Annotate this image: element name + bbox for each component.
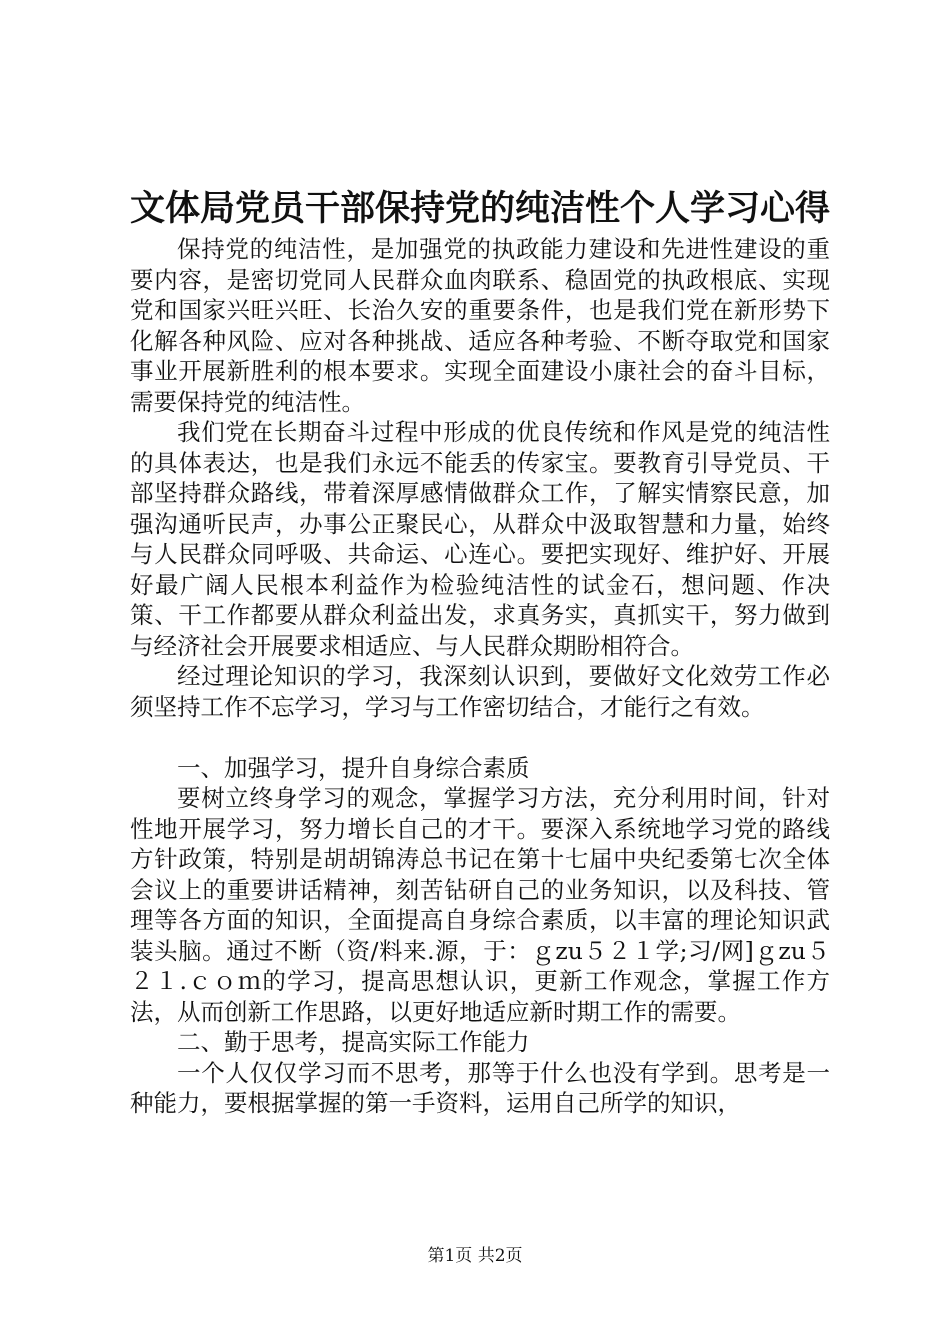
page-number-label: 第1页 共2页 xyxy=(427,1246,523,1266)
paragraph-1: 保持党的纯洁性，是加强党的执政能力建设和先进性建设的重要内容，是密切党同人民群众血肉联系、稳固党的执政根底、实现党和国家兴旺兴旺、长治久安的重要条件，也是我们党在新形势下化解各种风险、应对各种挑战、适应各种考验、不断夺取党和国家事业开展新胜利的根本要求。实现全面建设小康社会的奋斗目标，需要保持党的纯洁性。 xyxy=(130,235,830,416)
section-heading-2: 二、勤于思考，提高实际工作能力 xyxy=(177,1028,530,1056)
document-title: 文体局党员干部保持党的纯洁性个人学习心得 xyxy=(130,189,831,229)
page-footer xyxy=(0,1244,950,1268)
section-heading-1: 一、加强学习，提升自身综合素质 xyxy=(177,753,530,782)
section-paragraph-1: 要树立终身学习的观念，掌握学习方法，充分利用时间，针对性地开展学习，努力增长自己的才干。要深入系统地学习党的路线方针政策，特别是胡胡锦涛总书记在第十七届中央纪委第七次全体会议上的重要讲话精神，刻苦钻研自己的业务知识，以及科技、管理等各方面的知识，全面提高自身综合素质，以丰富的理论知识武装头脑。通过不断（资/料来.源，于：ｇzu５２１学;习/网]ｇzu５２１.ｃｏｍ的学习，提高思想认识，更新工作观念，掌握工作方法，从而创新工作思路，以更好地适应新时期工作的需要。 xyxy=(130,784,830,1026)
paragraph-3: 经过理论知识的学习，我深刻认识到，要做好文化效劳工作必须坚持工作不忘学习，学习与工作密切结合，才能行之有效。 xyxy=(130,662,830,721)
paragraph-2: 我们党在长期奋斗过程中形成的优良传统和作风是党的纯洁性的具体表达，也是我们永远不能丢的传家宝。要教育引导党员、干部坚持群众路线，带着深厚感情做群众工作，了解实情察民意，加强沟通听民声，办事公正聚民心，从群众中汲取智慧和力量，始终与人民群众同呼吸、共命运、心连心。要把实现好、维护好、开展好最广阔人民根本利益作为检验纯洁性的试金石，想问题、作决策、干工作都要从群众利益出发，求真务实，真抓实干，努力做到与经济社会开展要求相适应、与人民群众期盼相符合。 xyxy=(130,418,830,660)
section-paragraph-2: 一个人仅仅学习而不思考，那等于什么也没有学到。思考是一种能力，要根据掌握的第一手资料，运用自己所学的知识， xyxy=(130,1058,830,1117)
document-body xyxy=(130,234,830,1119)
blank-line xyxy=(130,722,830,753)
